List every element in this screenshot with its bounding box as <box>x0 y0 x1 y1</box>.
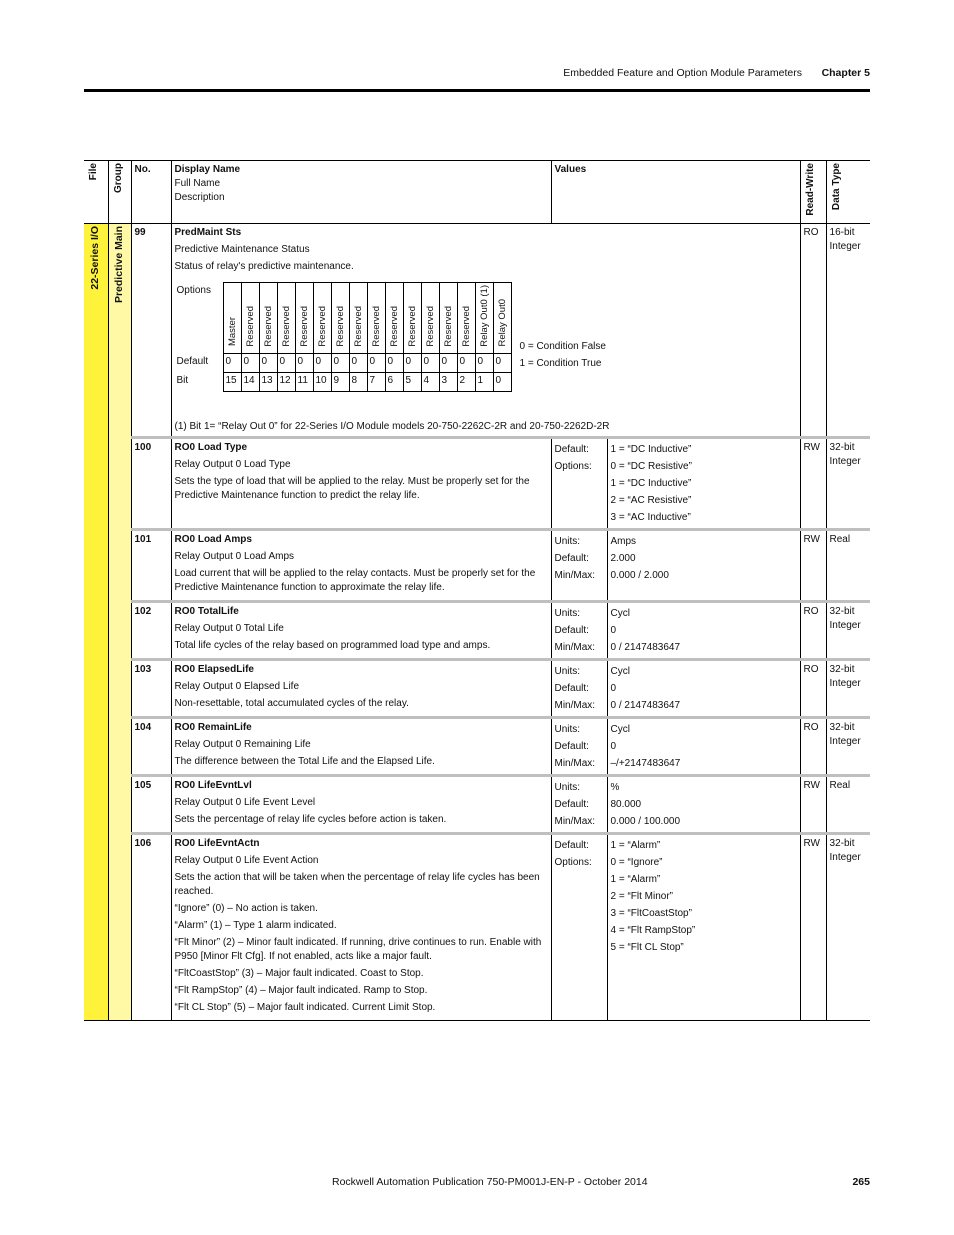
value-entries <box>607 834 800 1021</box>
bit-label: Bit <box>176 374 189 386</box>
full-name: Relay Output 0 Total Life <box>174 623 284 635</box>
value-entry: 2 = “AC Resistive” <box>610 495 692 507</box>
value-entry: 0 = “DC Resistive” <box>610 461 692 473</box>
table-row-99 <box>84 223 870 438</box>
bit-name: Reserved <box>421 282 439 354</box>
value-label: Units: <box>554 536 581 548</box>
value-entry: % <box>610 782 620 794</box>
full-name: Relay Output 0 Remaining Life <box>174 739 311 751</box>
display-name: RO0 LifeEvntActn <box>174 838 260 850</box>
value-label: Min/Max: <box>554 642 596 654</box>
condition-legend <box>520 338 606 372</box>
options-block <box>175 282 797 393</box>
description-header: Description <box>174 192 225 203</box>
value-label: Default: <box>554 553 589 565</box>
full-name: Relay Output 0 Life Event Level <box>174 797 316 809</box>
value-entry: Amps <box>610 536 637 548</box>
read-write-value: RO <box>800 602 826 660</box>
read-write-value: RO <box>800 660 826 718</box>
read-write-value: RW <box>800 530 826 602</box>
value-labels <box>551 660 607 718</box>
bit-default: 0 <box>331 354 349 373</box>
value-label: Options: <box>554 461 592 473</box>
bit-number: 1 <box>475 373 493 392</box>
table-row-103 <box>84 660 870 718</box>
bit-name: Relay Out0 <box>493 282 511 354</box>
value-entry: 0.000 / 100.000 <box>610 816 681 828</box>
read-write-column-header: Read-Write <box>800 161 826 224</box>
display-name: RO0 Load Amps <box>174 534 252 546</box>
full-name: Relay Output 0 Load Type <box>174 459 291 471</box>
full-name: Predictive Maintenance Status <box>174 243 310 255</box>
bit-name: Relay Out0 (1) <box>475 282 493 354</box>
table-row-104 <box>84 718 870 776</box>
value-label <box>555 509 604 526</box>
value-entries <box>607 660 800 718</box>
display-name: PredMaint Sts <box>174 226 242 238</box>
value-entry: 5 = “Flt CL Stop” <box>610 942 684 954</box>
value-entry: –/+2147483647 <box>610 758 681 770</box>
bit-number: 11 <box>295 373 313 392</box>
param-number: 105 <box>131 776 171 834</box>
bit-number: 6 <box>385 373 403 392</box>
read-write-value: RO <box>800 718 826 776</box>
bit-default: 0 <box>403 354 421 373</box>
value-entry: 0 / 2147483647 <box>610 642 681 654</box>
bit-number: 0 <box>493 373 511 392</box>
condition-false: 0 = Condition False <box>519 340 606 352</box>
bit-name: Reserved <box>241 282 259 354</box>
bit-number: 13 <box>259 373 277 392</box>
bit-number: 14 <box>241 373 259 392</box>
bit-name: Reserved <box>259 282 277 354</box>
read-write-value: RO <box>800 223 826 438</box>
bit-number: 7 <box>367 373 385 392</box>
value-entry: 0 <box>610 683 617 695</box>
description: Sets the percentage of relay life cycles before action is taken. <box>174 814 447 826</box>
value-entry: 80.000 <box>610 799 642 811</box>
value-entry: 0 <box>610 625 617 637</box>
display-name: RO0 Load Type <box>174 442 248 454</box>
value-labels <box>551 834 607 1021</box>
default-label: Default <box>176 355 209 367</box>
value-entry: 0.000 / 2.000 <box>610 570 669 582</box>
data-type-value: 16-bit Integer <box>826 223 870 438</box>
value-labels <box>551 602 607 660</box>
value-label: Units: <box>554 666 581 678</box>
bit-number: 2 <box>457 373 475 392</box>
bit-default: 0 <box>493 354 511 373</box>
parameter-table <box>84 160 870 1021</box>
description: “Flt RampStop” (4) – Major fault indicated. Ramp to Stop. <box>174 985 428 997</box>
value-label: Min/Max: <box>554 700 596 712</box>
param-details <box>171 834 551 1021</box>
param-details <box>171 530 551 602</box>
description: Sets the action that will be taken when the percentage of relay life cycles has been reached. <box>174 872 540 898</box>
data-type-value: 32-bit Integer <box>826 718 870 776</box>
read-write-value: RW <box>800 776 826 834</box>
bit-number: 10 <box>313 373 331 392</box>
header-rule <box>84 89 870 92</box>
value-label: Default: <box>554 683 589 695</box>
page-number: 265 <box>852 1176 870 1188</box>
bit-default: 0 <box>259 354 277 373</box>
param-details <box>171 776 551 834</box>
value-entry: 0 / 2147483647 <box>610 700 681 712</box>
data-type-value: 32-bit Integer <box>826 834 870 1021</box>
section-title: Embedded Feature and Option Module Parameters <box>563 67 802 79</box>
description: Load current that will be applied to the relay contacts. Must be properly set for the Predictive Maintenance function to approximate the relay life. <box>174 568 536 594</box>
bit-number: 15 <box>223 373 241 392</box>
bit-default: 0 <box>241 354 259 373</box>
options-label: Options <box>176 285 211 297</box>
description: “Ignore” (0) – No action is taken. <box>174 903 318 915</box>
display-name: RO0 ElapsedLife <box>174 664 254 676</box>
value-label <box>555 922 604 939</box>
bit-number: 3 <box>439 373 457 392</box>
param-number: 100 <box>131 438 171 530</box>
display-name: RO0 LifeEvntLvl <box>174 780 252 792</box>
bit-name: Reserved <box>313 282 331 354</box>
value-label: Min/Max: <box>554 570 596 582</box>
chapter-label: Chapter 5 <box>821 67 870 79</box>
value-entries <box>607 438 800 530</box>
bit-name: Reserved <box>385 282 403 354</box>
data-type-value: 32-bit Integer <box>826 660 870 718</box>
bit-name: Reserved <box>349 282 367 354</box>
bit-default: 0 <box>349 354 367 373</box>
footnote: (1) Bit 1= “Relay Out 0” for 22-Series I/O Module models 20-750-2262C-2R and 20-750-2262D-2R <box>174 421 610 433</box>
read-write-value: RW <box>800 438 826 530</box>
description: “Flt Minor” (2) – Minor fault indicated. If running, drive continues to run. Enable with P950 [Minor Flt Cfg]. If not enabled, acts like a major fault. <box>174 937 542 963</box>
value-label: Min/Max: <box>554 816 596 828</box>
value-label <box>555 888 604 905</box>
bit-default: 0 <box>277 354 295 373</box>
value-labels <box>551 776 607 834</box>
bit-number: 12 <box>277 373 295 392</box>
full-name: Relay Output 0 Load Amps <box>174 551 295 563</box>
bit-number: 4 <box>421 373 439 392</box>
description: Non-resettable, total accumulated cycles of the relay. <box>174 698 409 710</box>
name-column-header <box>171 161 551 224</box>
value-entry: 1 = “DC Inductive” <box>610 478 692 490</box>
full-name-header: Full Name <box>174 178 221 189</box>
value-entry: 3 = “AC Inductive” <box>610 512 691 524</box>
value-label <box>555 475 604 492</box>
value-label: Default: <box>554 741 589 753</box>
param-number: 102 <box>131 602 171 660</box>
table-row-106 <box>84 834 870 1021</box>
bit-default: 0 <box>421 354 439 373</box>
param-number: 104 <box>131 718 171 776</box>
bit-options-table <box>175 282 512 393</box>
data-type-value: Real <box>826 530 870 602</box>
param-details <box>171 718 551 776</box>
description: Sets the type of load that will be applied to the relay. Must be properly set for the Predictive Maintenance function to predict the relay life. <box>174 476 530 502</box>
description: “Flt CL Stop” (5) – Major fault indicated. Current Limit Stop. <box>174 1002 436 1014</box>
full-name: Relay Output 0 Life Event Action <box>174 855 319 867</box>
description: The difference between the Total Life and the Elapsed Life. <box>174 756 435 768</box>
value-entry: 1 = “Alarm” <box>610 874 661 886</box>
bit-name: Reserved <box>439 282 457 354</box>
param-number: 99 <box>131 223 171 438</box>
bit-number: 8 <box>349 373 367 392</box>
bit-name: Reserved <box>403 282 421 354</box>
table-row-101 <box>84 530 870 602</box>
read-write-value: RW <box>800 834 826 1021</box>
param-details <box>171 660 551 718</box>
value-label: Options: <box>554 857 592 869</box>
param-number: 106 <box>131 834 171 1021</box>
value-entry: Cycl <box>610 666 630 678</box>
value-entry: 0 <box>610 741 617 753</box>
value-entries <box>607 602 800 660</box>
value-entries <box>607 530 800 602</box>
param-number: 101 <box>131 530 171 602</box>
value-entry: 0 = “Ignore” <box>610 857 663 869</box>
bit-default: 0 <box>475 354 493 373</box>
value-entry: 3 = “FltCoastStop” <box>610 908 692 920</box>
display-name-header: Display Name <box>174 164 241 175</box>
value-label: Default: <box>554 799 589 811</box>
value-label <box>555 492 604 509</box>
bit-default: 0 <box>367 354 385 373</box>
data-type-column-header: Data Type <box>826 161 870 224</box>
bit-default: 0 <box>439 354 457 373</box>
value-labels <box>551 718 607 776</box>
no-column-header: No. <box>131 161 171 224</box>
condition-true: 1 = Condition True <box>519 357 602 369</box>
value-entries <box>607 776 800 834</box>
value-label: Units: <box>554 724 581 736</box>
param-details <box>171 223 800 438</box>
bit-default: 0 <box>385 354 403 373</box>
bit-default: 0 <box>457 354 475 373</box>
full-name: Relay Output 0 Elapsed Life <box>174 681 300 693</box>
param-details <box>171 438 551 530</box>
value-label: Min/Max: <box>554 758 596 770</box>
value-entries <box>607 718 800 776</box>
table-row-100 <box>84 438 870 530</box>
bit-name: Reserved <box>277 282 295 354</box>
values-column-header: Values <box>551 161 800 224</box>
description: Status of relay's predictive maintenance. <box>174 260 354 272</box>
value-label <box>555 905 604 922</box>
value-label: Default: <box>554 625 589 637</box>
value-entry: 4 = “Flt RampStop” <box>610 925 696 937</box>
bit-number: 5 <box>403 373 421 392</box>
data-type-value: 32-bit Integer <box>826 602 870 660</box>
table-row-102 <box>84 602 870 660</box>
value-label: Default: <box>554 444 589 456</box>
file-cell: 22-Series I/O <box>84 223 108 1021</box>
bit-number: 9 <box>331 373 349 392</box>
data-type-value: 32-bit Integer <box>826 438 870 530</box>
bit-default: 0 <box>313 354 331 373</box>
value-label: Units: <box>554 608 581 620</box>
value-labels <box>551 438 607 530</box>
value-entry: Cycl <box>610 608 630 620</box>
page-header <box>84 67 870 81</box>
group-column-header: Group <box>108 161 131 224</box>
publication-id: Rockwell Automation Publication 750-PM001J-EN-P - October 2014 <box>332 1176 648 1188</box>
table-row-105 <box>84 776 870 834</box>
display-name: RO0 RemainLife <box>174 722 252 734</box>
value-label <box>555 871 604 888</box>
bit-name: Master <box>223 282 241 354</box>
bit-name: Reserved <box>367 282 385 354</box>
value-entry: 2.000 <box>610 553 636 565</box>
table-header-row <box>84 161 870 224</box>
value-label: Units: <box>554 782 581 794</box>
display-name: RO0 TotalLife <box>174 606 239 618</box>
value-entry: 1 = “Alarm” <box>610 840 661 852</box>
bit-name: Reserved <box>457 282 475 354</box>
param-number: 103 <box>131 660 171 718</box>
description: “Alarm” (1) – Type 1 alarm indicated. <box>174 920 337 932</box>
param-details <box>171 602 551 660</box>
file-column-header: File <box>88 163 99 181</box>
bit-name: Reserved <box>295 282 313 354</box>
description: “FltCoastStop” (3) – Major fault indicated. Coast to Stop. <box>174 968 424 980</box>
value-label <box>555 939 604 956</box>
bit-default: 0 <box>223 354 241 373</box>
value-labels <box>551 530 607 602</box>
value-entry: 1 = “DC Inductive” <box>610 444 692 456</box>
description: Total life cycles of the relay based on programmed load type and amps. <box>174 640 491 652</box>
value-entry: 2 = “Flt Minor” <box>610 891 674 903</box>
bit-default: 0 <box>295 354 313 373</box>
group-cell: Predictive Main <box>108 223 131 1021</box>
data-type-value: Real <box>826 776 870 834</box>
value-entry: Cycl <box>610 724 630 736</box>
bit-name: Reserved <box>331 282 349 354</box>
value-label: Default: <box>554 840 589 852</box>
